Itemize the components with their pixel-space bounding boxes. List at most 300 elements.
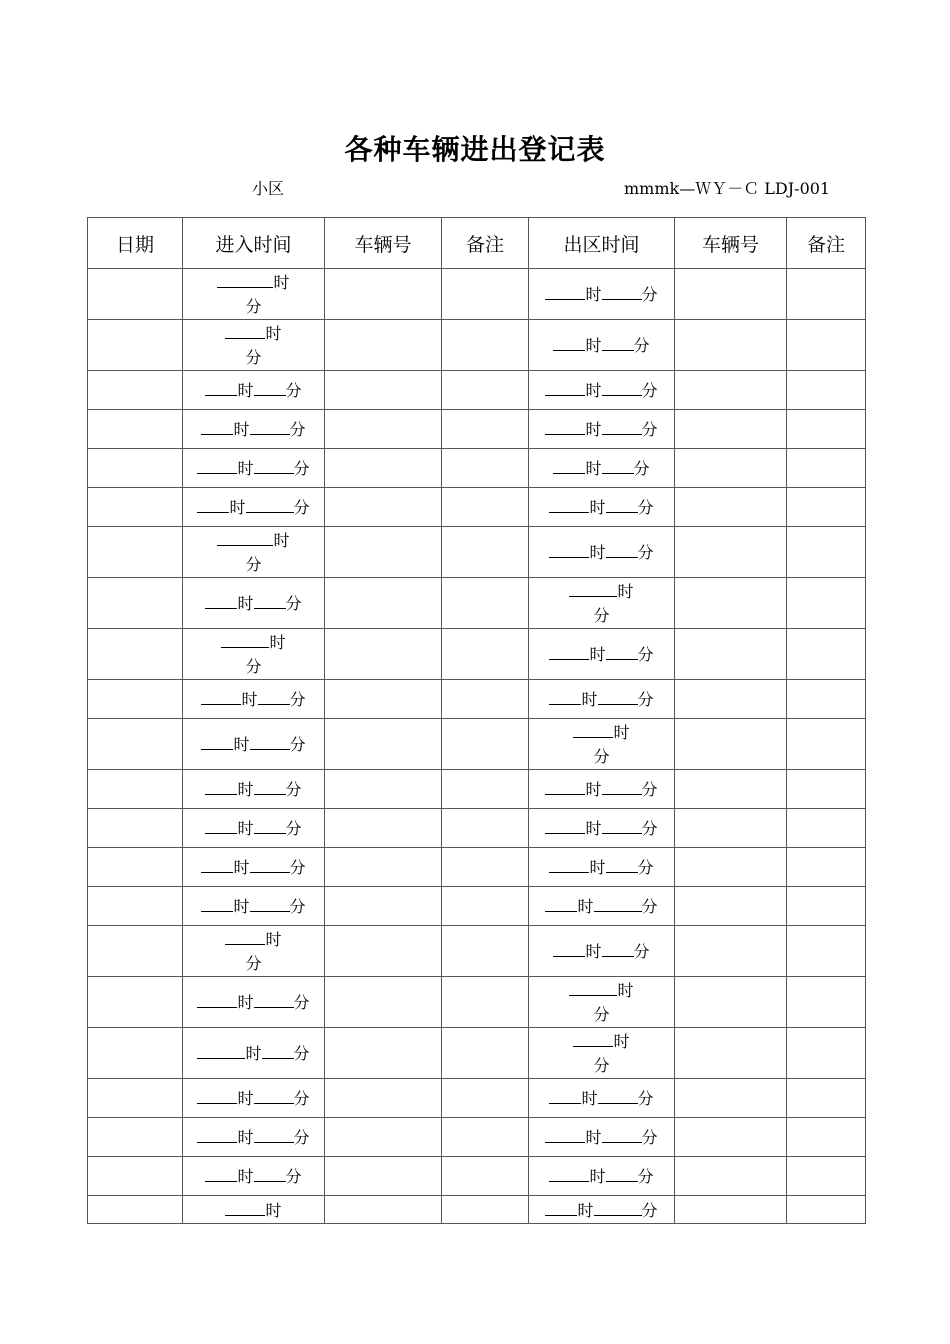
blank-line[interactable] xyxy=(602,939,634,957)
vehicle-no-exit-cell[interactable] xyxy=(675,1079,787,1118)
blank-line[interactable] xyxy=(254,777,286,795)
blank-line[interactable] xyxy=(205,1164,237,1182)
vehicle-no-cell[interactable] xyxy=(325,680,442,719)
minute-label: 分 xyxy=(641,818,658,838)
vehicle-no-cell[interactable] xyxy=(325,269,442,320)
hour-label: 时 xyxy=(265,929,282,949)
table-row xyxy=(88,269,866,320)
vehicle-no-exit-cell[interactable] xyxy=(675,887,787,926)
blank-line[interactable] xyxy=(197,1086,237,1104)
blank-line[interactable] xyxy=(205,777,237,795)
remarks-exit-cell[interactable] xyxy=(787,1196,866,1224)
date-cell[interactable] xyxy=(88,320,183,371)
entry-time-cell[interactable] xyxy=(183,680,325,719)
date-cell[interactable] xyxy=(88,719,183,770)
remarks-cell[interactable] xyxy=(442,1118,529,1157)
blank-line[interactable] xyxy=(225,1198,265,1216)
vehicle-no-cell[interactable] xyxy=(325,977,442,1028)
remarks-cell[interactable] xyxy=(442,887,529,926)
hour-label: 时 xyxy=(613,1031,630,1051)
blank-line[interactable] xyxy=(553,333,585,351)
exit-time-cell[interactable] xyxy=(529,848,675,887)
blank-line[interactable] xyxy=(602,777,642,795)
exit-time-cell[interactable] xyxy=(529,680,675,719)
hour-label: 时 xyxy=(581,1088,598,1108)
hour-label: 时 xyxy=(265,1200,282,1220)
table-row xyxy=(88,629,866,680)
blank-line[interactable] xyxy=(205,378,237,396)
blank-line[interactable] xyxy=(254,456,294,474)
blank-line[interactable] xyxy=(606,495,638,513)
blank-line[interactable] xyxy=(549,1086,581,1104)
minute-label: 分 xyxy=(637,497,654,517)
exit-time-cell[interactable] xyxy=(529,770,675,809)
minute-label: 分 xyxy=(245,554,262,574)
form-title: 各种车辆进出登记表 xyxy=(344,133,606,166)
header-row xyxy=(88,218,866,269)
vehicle-no-exit-cell[interactable] xyxy=(675,719,787,770)
blank-line[interactable] xyxy=(545,816,585,834)
exit-time-cell[interactable] xyxy=(529,320,675,371)
minute-label: 分 xyxy=(245,953,262,973)
vehicle-no-exit-cell[interactable] xyxy=(675,809,787,848)
vehicle-no-cell[interactable] xyxy=(325,629,442,680)
remarks-exit-cell[interactable] xyxy=(787,371,866,410)
exit-time-cell[interactable] xyxy=(529,926,675,977)
vehicle-no-exit-cell[interactable] xyxy=(675,410,787,449)
date-cell[interactable] xyxy=(88,926,183,977)
blank-line[interactable] xyxy=(201,417,233,435)
vehicle-no-exit-cell[interactable] xyxy=(675,371,787,410)
blank-line[interactable] xyxy=(250,417,290,435)
vehicle-no-cell[interactable] xyxy=(325,410,442,449)
blank-line[interactable] xyxy=(545,1198,577,1216)
remarks-cell[interactable] xyxy=(442,1028,529,1079)
vehicle-no-cell[interactable] xyxy=(325,488,442,527)
blank-line[interactable] xyxy=(549,687,581,705)
vehicle-no-cell[interactable] xyxy=(325,848,442,887)
entry-time-cell[interactable] xyxy=(183,449,325,488)
date-cell[interactable] xyxy=(88,1028,183,1079)
blank-line[interactable] xyxy=(569,978,617,996)
minute-label: 分 xyxy=(637,644,654,664)
remarks-exit-cell[interactable] xyxy=(787,848,866,887)
remarks-exit-cell[interactable] xyxy=(787,449,866,488)
entry-time-cell[interactable] xyxy=(183,1196,325,1224)
blank-line[interactable] xyxy=(201,894,233,912)
minute-label: 分 xyxy=(637,1166,654,1186)
exit-time-cell[interactable] xyxy=(529,887,675,926)
remarks-cell[interactable] xyxy=(442,719,529,770)
remarks-exit-cell[interactable] xyxy=(787,680,866,719)
vehicle-no-cell[interactable] xyxy=(325,719,442,770)
hour-label: 时 xyxy=(237,593,254,613)
entry-time-cell[interactable] xyxy=(183,719,325,770)
entry-time-cell[interactable] xyxy=(183,320,325,371)
hour-label: 时 xyxy=(585,284,602,304)
blank-line[interactable] xyxy=(225,927,265,945)
minute-label: 分 xyxy=(293,1043,310,1063)
vehicle-no-exit-cell[interactable] xyxy=(675,527,787,578)
entry-time-cell[interactable] xyxy=(183,269,325,320)
vehicle-no-cell[interactable] xyxy=(325,1118,442,1157)
exit-time-cell[interactable] xyxy=(529,488,675,527)
header-exit-time: 出区时间 xyxy=(529,218,675,269)
date-cell[interactable] xyxy=(88,680,183,719)
blank-line[interactable] xyxy=(197,1125,237,1143)
exit-time-cell[interactable] xyxy=(529,527,675,578)
remarks-cell[interactable] xyxy=(442,809,529,848)
blank-line[interactable] xyxy=(602,378,642,396)
blank-line[interactable] xyxy=(258,687,290,705)
exit-time-cell[interactable] xyxy=(529,629,675,680)
form-code: mmmk—ＷＹ－Ｃ LDJ-001 xyxy=(624,179,831,198)
blank-line[interactable] xyxy=(197,1041,245,1059)
remarks-exit-cell[interactable] xyxy=(787,1118,866,1157)
exit-time-cell[interactable] xyxy=(529,1028,675,1079)
blank-line[interactable] xyxy=(201,687,241,705)
vehicle-no-cell[interactable] xyxy=(325,926,442,977)
exit-time-cell[interactable] xyxy=(529,269,675,320)
table-row xyxy=(88,488,866,527)
blank-line[interactable] xyxy=(606,642,638,660)
hour-label: 时 xyxy=(237,818,254,838)
table-row xyxy=(88,977,866,1028)
blank-line[interactable] xyxy=(594,894,642,912)
blank-line[interactable] xyxy=(606,540,638,558)
remarks-exit-cell[interactable] xyxy=(787,977,866,1028)
blank-line[interactable] xyxy=(598,687,638,705)
minute-label: 分 xyxy=(245,296,262,316)
blank-line[interactable] xyxy=(197,990,237,1008)
hour-label: 时 xyxy=(577,1200,594,1220)
vehicle-no-cell[interactable] xyxy=(325,320,442,371)
blank-line[interactable] xyxy=(250,732,290,750)
blank-line[interactable] xyxy=(254,1125,294,1143)
blank-line[interactable] xyxy=(545,417,585,435)
exit-time-cell[interactable] xyxy=(529,977,675,1028)
minute-label: 分 xyxy=(593,746,610,766)
entry-time-cell[interactable] xyxy=(183,770,325,809)
blank-line[interactable] xyxy=(217,270,273,288)
exit-time-cell[interactable] xyxy=(529,1157,675,1196)
hour-label: 时 xyxy=(241,689,258,709)
vehicle-no-cell[interactable] xyxy=(325,371,442,410)
blank-line[interactable] xyxy=(549,495,589,513)
vehicle-no-exit-cell[interactable] xyxy=(675,1157,787,1196)
exit-time-cell[interactable] xyxy=(529,1196,675,1224)
blank-line[interactable] xyxy=(573,720,613,738)
remarks-exit-cell[interactable] xyxy=(787,719,866,770)
date-cell[interactable] xyxy=(88,887,183,926)
vehicle-no-exit-cell[interactable] xyxy=(675,680,787,719)
vehicle-no-cell[interactable] xyxy=(325,449,442,488)
remarks-cell[interactable] xyxy=(442,371,529,410)
remarks-exit-cell[interactable] xyxy=(787,1157,866,1196)
blank-line[interactable] xyxy=(225,321,265,339)
blank-line[interactable] xyxy=(602,333,634,351)
blank-line[interactable] xyxy=(201,855,233,873)
vehicle-no-cell[interactable] xyxy=(325,1157,442,1196)
date-cell[interactable] xyxy=(88,1196,183,1224)
blank-line[interactable] xyxy=(549,642,589,660)
minute-label: 分 xyxy=(593,605,610,625)
remarks-cell[interactable] xyxy=(442,320,529,371)
blank-line[interactable] xyxy=(594,1198,642,1216)
vehicle-no-exit-cell[interactable] xyxy=(675,977,787,1028)
blank-line[interactable] xyxy=(602,282,642,300)
table-row xyxy=(88,926,866,977)
vehicle-no-exit-cell[interactable] xyxy=(675,578,787,629)
blank-line[interactable] xyxy=(545,777,585,795)
minute-label: 分 xyxy=(245,347,262,367)
remarks-cell[interactable] xyxy=(442,848,529,887)
header-remarks: 备注 xyxy=(442,218,529,269)
vehicle-no-exit-cell[interactable] xyxy=(675,488,787,527)
hour-label: 时 xyxy=(585,779,602,799)
header-vehicle-no-exit: 车辆号 xyxy=(675,218,787,269)
remarks-exit-cell[interactable] xyxy=(787,809,866,848)
blank-line[interactable] xyxy=(553,939,585,957)
minute-label: 分 xyxy=(285,380,302,400)
hour-label: 时 xyxy=(589,644,606,664)
entry-time-cell[interactable] xyxy=(183,977,325,1028)
vehicle-no-exit-cell[interactable] xyxy=(675,320,787,371)
remarks-cell[interactable] xyxy=(442,410,529,449)
remarks-exit-cell[interactable] xyxy=(787,887,866,926)
hour-label: 时 xyxy=(237,458,254,478)
minute-label: 分 xyxy=(293,1088,310,1108)
entry-time-cell[interactable] xyxy=(183,527,325,578)
blank-line[interactable] xyxy=(197,456,237,474)
remarks-exit-cell[interactable] xyxy=(787,269,866,320)
vehicle-no-cell[interactable] xyxy=(325,809,442,848)
date-cell[interactable] xyxy=(88,977,183,1028)
minute-label: 分 xyxy=(289,857,306,877)
exit-time-cell[interactable] xyxy=(529,1118,675,1157)
entry-time-cell[interactable] xyxy=(183,887,325,926)
blank-line[interactable] xyxy=(549,855,589,873)
blank-line[interactable] xyxy=(254,990,294,1008)
vehicle-no-cell[interactable] xyxy=(325,770,442,809)
table-row xyxy=(88,371,866,410)
remarks-cell[interactable] xyxy=(442,1157,529,1196)
blank-line[interactable] xyxy=(553,456,585,474)
entry-time-cell[interactable] xyxy=(183,410,325,449)
date-cell[interactable] xyxy=(88,527,183,578)
remarks-exit-cell[interactable] xyxy=(787,770,866,809)
date-cell[interactable] xyxy=(88,1118,183,1157)
remarks-exit-cell[interactable] xyxy=(787,527,866,578)
vehicle-no-exit-cell[interactable] xyxy=(675,1196,787,1224)
date-cell[interactable] xyxy=(88,1079,183,1118)
blank-line[interactable] xyxy=(549,540,589,558)
blank-line[interactable] xyxy=(205,816,237,834)
date-cell[interactable] xyxy=(88,578,183,629)
remarks-cell[interactable] xyxy=(442,977,529,1028)
hour-label: 时 xyxy=(245,1043,262,1063)
blank-line[interactable] xyxy=(545,282,585,300)
hour-label: 时 xyxy=(585,941,602,961)
exit-time-cell[interactable] xyxy=(529,578,675,629)
minute-label: 分 xyxy=(641,284,658,304)
minute-label: 分 xyxy=(633,941,650,961)
blank-line[interactable] xyxy=(549,1164,589,1182)
exit-time-cell[interactable] xyxy=(529,371,675,410)
remarks-cell[interactable] xyxy=(442,770,529,809)
remarks-exit-cell[interactable] xyxy=(787,1028,866,1079)
entry-time-cell[interactable] xyxy=(183,809,325,848)
vehicle-no-exit-cell[interactable] xyxy=(675,848,787,887)
minute-label: 分 xyxy=(641,896,658,916)
blank-line[interactable] xyxy=(602,456,634,474)
entry-time-cell[interactable] xyxy=(183,1157,325,1196)
table-row xyxy=(88,809,866,848)
date-cell[interactable] xyxy=(88,809,183,848)
blank-line[interactable] xyxy=(545,894,577,912)
vehicle-no-exit-cell[interactable] xyxy=(675,770,787,809)
exit-time-cell[interactable] xyxy=(529,410,675,449)
table-row xyxy=(88,320,866,371)
remarks-cell[interactable] xyxy=(442,629,529,680)
vehicle-no-cell[interactable] xyxy=(325,1196,442,1224)
entry-time-cell[interactable] xyxy=(183,578,325,629)
hour-label: 时 xyxy=(233,419,250,439)
exit-time-cell[interactable] xyxy=(529,809,675,848)
vehicle-no-exit-cell[interactable] xyxy=(675,629,787,680)
vehicle-no-exit-cell[interactable] xyxy=(675,1028,787,1079)
date-cell[interactable] xyxy=(88,770,183,809)
table-row xyxy=(88,578,866,629)
blank-line[interactable] xyxy=(250,894,290,912)
remarks-cell[interactable] xyxy=(442,269,529,320)
vehicle-no-cell[interactable] xyxy=(325,1028,442,1079)
entry-time-cell[interactable] xyxy=(183,488,325,527)
minute-label: 分 xyxy=(285,818,302,838)
blank-line[interactable] xyxy=(201,732,233,750)
vehicle-no-cell[interactable] xyxy=(325,578,442,629)
remarks-exit-cell[interactable] xyxy=(787,629,866,680)
remarks-exit-cell[interactable] xyxy=(787,578,866,629)
entry-time-cell[interactable] xyxy=(183,629,325,680)
date-cell[interactable] xyxy=(88,269,183,320)
blank-line[interactable] xyxy=(598,1086,638,1104)
minute-label: 分 xyxy=(293,1127,310,1147)
date-cell[interactable] xyxy=(88,1157,183,1196)
blank-line[interactable] xyxy=(205,591,237,609)
blank-line[interactable] xyxy=(246,495,294,513)
remarks-exit-cell[interactable] xyxy=(787,410,866,449)
blank-line[interactable] xyxy=(573,1029,613,1047)
entry-time-cell[interactable] xyxy=(183,371,325,410)
blank-line[interactable] xyxy=(602,417,642,435)
exit-time-cell[interactable] xyxy=(529,1079,675,1118)
blank-line[interactable] xyxy=(545,378,585,396)
header-date: 日期 xyxy=(88,218,183,269)
entry-time-cell[interactable] xyxy=(183,848,325,887)
hour-label: 时 xyxy=(237,380,254,400)
minute-label: 分 xyxy=(245,656,262,676)
minute-label: 分 xyxy=(293,458,310,478)
blank-line[interactable] xyxy=(254,1164,286,1182)
hour-label: 时 xyxy=(589,857,606,877)
hour-label: 时 xyxy=(577,896,594,916)
date-cell[interactable] xyxy=(88,629,183,680)
vehicle-no-exit-cell[interactable] xyxy=(675,449,787,488)
blank-line[interactable] xyxy=(606,1164,638,1182)
blank-line[interactable] xyxy=(254,591,286,609)
blank-line[interactable] xyxy=(602,1125,642,1143)
remarks-cell[interactable] xyxy=(442,578,529,629)
blank-line[interactable] xyxy=(262,1041,294,1059)
remarks-exit-cell[interactable] xyxy=(787,1079,866,1118)
remarks-exit-cell[interactable] xyxy=(787,926,866,977)
minute-label: 分 xyxy=(637,857,654,877)
vehicle-no-cell[interactable] xyxy=(325,527,442,578)
remarks-cell[interactable] xyxy=(442,449,529,488)
hour-label: 时 xyxy=(233,857,250,877)
hour-label: 时 xyxy=(585,380,602,400)
remarks-cell[interactable] xyxy=(442,488,529,527)
vehicle-no-exit-cell[interactable] xyxy=(675,926,787,977)
blank-line[interactable] xyxy=(254,816,286,834)
remarks-exit-cell[interactable] xyxy=(787,488,866,527)
remarks-cell[interactable] xyxy=(442,680,529,719)
hour-label: 时 xyxy=(613,722,630,742)
blank-line[interactable] xyxy=(545,1125,585,1143)
hour-label: 时 xyxy=(589,1166,606,1186)
exit-time-cell[interactable] xyxy=(529,719,675,770)
remarks-cell[interactable] xyxy=(442,527,529,578)
table-row xyxy=(88,527,866,578)
date-cell[interactable] xyxy=(88,488,183,527)
date-cell[interactable] xyxy=(88,410,183,449)
blank-line[interactable] xyxy=(197,495,229,513)
entry-time-cell[interactable] xyxy=(183,926,325,977)
blank-line[interactable] xyxy=(217,528,273,546)
hour-label: 时 xyxy=(581,689,598,709)
entry-time-cell[interactable] xyxy=(183,1118,325,1157)
remarks-cell[interactable] xyxy=(442,1196,529,1224)
blank-line[interactable] xyxy=(221,630,269,648)
vehicle-no-exit-cell[interactable] xyxy=(675,269,787,320)
entry-time-cell[interactable] xyxy=(183,1079,325,1118)
minute-label: 分 xyxy=(641,380,658,400)
remarks-cell[interactable] xyxy=(442,926,529,977)
entry-time-cell[interactable] xyxy=(183,1028,325,1079)
blank-line[interactable] xyxy=(250,855,290,873)
header-remarks-exit: 备注 xyxy=(787,218,866,269)
vehicle-no-cell[interactable] xyxy=(325,887,442,926)
date-cell[interactable] xyxy=(88,848,183,887)
exit-time-cell[interactable] xyxy=(529,449,675,488)
blank-line[interactable] xyxy=(254,1086,294,1104)
blank-line[interactable] xyxy=(606,855,638,873)
hour-label: 时 xyxy=(237,1088,254,1108)
date-cell[interactable] xyxy=(88,371,183,410)
remarks-exit-cell[interactable] xyxy=(787,320,866,371)
date-cell[interactable] xyxy=(88,449,183,488)
blank-line[interactable] xyxy=(569,579,617,597)
minute-label: 分 xyxy=(637,1088,654,1108)
vehicle-no-cell[interactable] xyxy=(325,1079,442,1118)
blank-line[interactable] xyxy=(254,378,286,396)
blank-line[interactable] xyxy=(602,816,642,834)
vehicle-no-exit-cell[interactable] xyxy=(675,1118,787,1157)
remarks-cell[interactable] xyxy=(442,1079,529,1118)
table-row xyxy=(88,680,866,719)
hour-label: 时 xyxy=(237,779,254,799)
